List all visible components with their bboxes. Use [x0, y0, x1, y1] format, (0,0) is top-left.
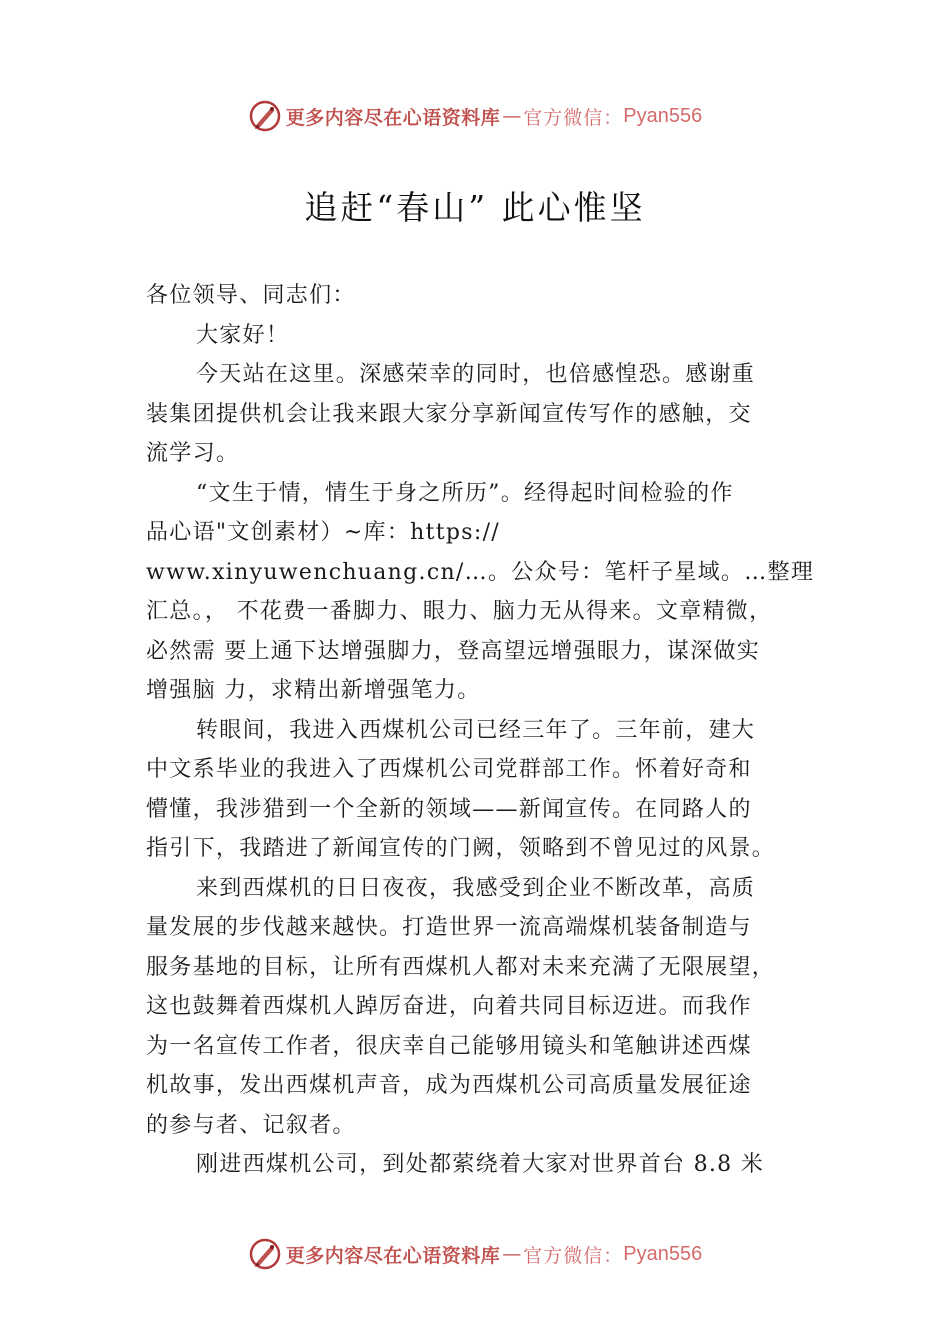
- banner-dash: —: [502, 105, 522, 127]
- text-line: 大家好！: [196, 322, 290, 348]
- text-line: 流学习。: [146, 441, 240, 466]
- text-line: 装集团提供机会让我来跟大家分享新闻宣传写作的感触，交: [146, 401, 752, 427]
- text-line: “文生于情，情生于身之所历”。经得起时间检验的作: [196, 480, 734, 506]
- text-line: 品心语"文创素材）~库：https://: [146, 520, 501, 545]
- banner-wechat-id: Pyan556: [623, 1242, 703, 1265]
- text-line: 懵懂，我涉猎到一个全新的领域——新闻宣传。在同路人的: [146, 796, 752, 822]
- banner-main-text: 更多内容尽在心语资料库: [285, 106, 501, 129]
- text-line: 指引下，我踏进了新闻宣传的门阙，领略到不曾见过的风景。: [146, 836, 776, 861]
- banner-wechat-id: Pyan556: [623, 104, 703, 127]
- text-line: 量发展的步伐越来越快。打造世界一流高端煤机装备制造与: [146, 915, 752, 940]
- text-line: 今天站在这里。深感荣幸的同时，也倍感惶恐。感谢重: [196, 362, 756, 387]
- article-body: [146, 276, 846, 1185]
- text-line: 这也鼓舞着西煤机人踔厉奋进，向着共同目标迈进。而我作: [146, 994, 752, 1019]
- text-line: 转眼间，我进入西煤机公司已经三年了。三年前，建大: [196, 717, 756, 743]
- text-line: www.xinyuwenchuang.cn/…。公众号：笔杆子星域。…整理: [146, 559, 815, 585]
- header-banner: [0, 96, 950, 136]
- banner-wechat-label: 官方微信：: [523, 1244, 624, 1267]
- banner-dash: —: [502, 1243, 522, 1265]
- text-line: 汇总。， 不花费一番脚力、眼力、脑力无从得来。文章精微，: [146, 599, 773, 624]
- text-line: 各位领导、同志们：: [146, 283, 356, 308]
- footer-banner: [0, 1234, 950, 1274]
- text-line: 增强脑 力，求精出新增强笔力。: [146, 678, 481, 703]
- text-line: 为一名宣传工作者，很庆幸自己能够用镜头和笔触讲述西煤: [146, 1033, 752, 1059]
- text-line: 机故事，发出西煤机声音，成为西煤机公司高质量发展征途: [146, 1073, 752, 1098]
- page-title: 追赶“春山” 此心惟坚: [304, 188, 646, 227]
- text-line: 中文系毕业的我进入了西煤机公司党群部工作。怀着好奇和: [146, 757, 752, 782]
- banner-wechat-label: 官方微信：: [523, 106, 624, 129]
- text-line: 的参与者、记叙者。: [146, 1112, 356, 1138]
- text-line: 来到西煤机的日日夜夜，我感受到企业不断改革，高质: [196, 875, 756, 901]
- text-line: 刚进西煤机公司，到处都萦绕着大家对世界首台 8.8 米: [196, 1152, 765, 1177]
- text-line: 服务基地的目标，让所有西煤机人都对未来充满了无限展望，: [146, 954, 776, 980]
- pen-logo-icon: [248, 1237, 282, 1271]
- pen-logo-icon: [248, 99, 282, 133]
- text-line: 必然需 要上通下达增强脚力，登高望远增强眼力，谋深做实: [146, 638, 761, 664]
- banner-main-text: 更多内容尽在心语资料库: [285, 1244, 501, 1267]
